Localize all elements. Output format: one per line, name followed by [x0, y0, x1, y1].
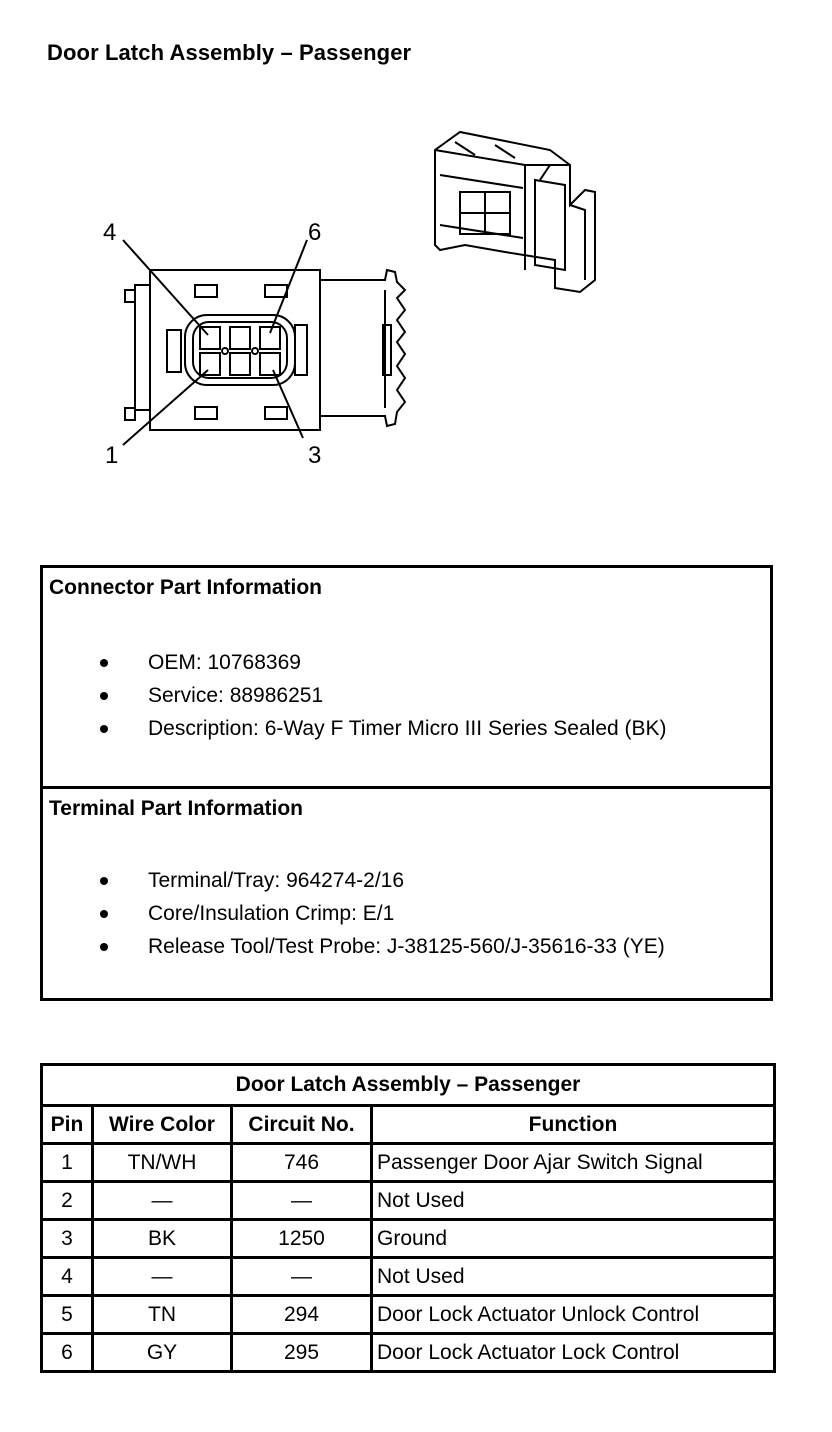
- bullet-icon: [100, 692, 108, 700]
- wire-color-cell: —: [93, 1258, 232, 1296]
- function-cell: Door Lock Actuator Unlock Control: [372, 1296, 775, 1334]
- circuit-cell: 1250: [232, 1220, 372, 1258]
- list-item-text: Service: 88986251: [148, 684, 324, 707]
- connector-3d-view: [435, 132, 595, 292]
- pin-table-caption: Door Latch Assembly – Passenger: [42, 1065, 775, 1106]
- list-item-text: Release Tool/Test Probe: J-38125-560/J-35616-33 (YE): [148, 935, 665, 958]
- wire-color-cell: BK: [93, 1220, 232, 1258]
- table-row: [42, 1334, 775, 1372]
- pin-cell: 1: [42, 1144, 93, 1182]
- function-cell: Door Lock Actuator Lock Control: [372, 1334, 775, 1372]
- function-cell: Ground: [372, 1220, 775, 1258]
- terminal-info-list: [43, 864, 665, 963]
- pin-cell: 3: [42, 1220, 93, 1258]
- list-item: [43, 679, 667, 712]
- callout-6: 6: [308, 219, 322, 246]
- pin-cell: 2: [42, 1182, 93, 1220]
- table-row: [42, 1144, 775, 1182]
- callout-1: 1: [105, 442, 119, 469]
- circuit-cell: —: [232, 1258, 372, 1296]
- connector-info-list: [43, 646, 667, 745]
- bullet-icon: [100, 910, 108, 918]
- pin-table-header: [42, 1106, 775, 1144]
- bullet-icon: [100, 943, 108, 951]
- header-circuit-no: Circuit No.: [232, 1106, 372, 1144]
- wire-color-cell: —: [93, 1182, 232, 1220]
- circuit-cell: 294: [232, 1296, 372, 1334]
- function-cell: Not Used: [372, 1182, 775, 1220]
- list-item-text: Description: 6-Way F Timer Micro III Series Sealed (BK): [148, 717, 667, 740]
- connector-info-heading: Connector Part Information: [49, 576, 323, 599]
- bullet-icon: [100, 659, 108, 667]
- list-item: [43, 930, 665, 963]
- list-item-text: Core/Insulation Crimp: E/1: [148, 902, 395, 925]
- function-cell: Not Used: [372, 1258, 775, 1296]
- list-item: [43, 864, 665, 897]
- list-item: [43, 646, 667, 679]
- circuit-cell: 295: [232, 1334, 372, 1372]
- circuit-cell: 746: [232, 1144, 372, 1182]
- part-info-box: [40, 565, 773, 1001]
- wire-color-cell: TN/WH: [93, 1144, 232, 1182]
- terminal-info-heading: Terminal Part Information: [49, 797, 303, 820]
- header-function: Function: [372, 1106, 775, 1144]
- table-row: [42, 1182, 775, 1220]
- pin-cell: 6: [42, 1334, 93, 1372]
- list-item: [43, 897, 665, 930]
- connector-drawing: [95, 120, 615, 480]
- header-wire-color: Wire Color: [93, 1106, 232, 1144]
- bullet-icon: [100, 725, 108, 733]
- pin-cell: 4: [42, 1258, 93, 1296]
- table-row: [42, 1220, 775, 1258]
- pin-cell: 5: [42, 1296, 93, 1334]
- table-row: [42, 1258, 775, 1296]
- connector-info-section: [43, 568, 770, 786]
- wire-color-cell: GY: [93, 1334, 232, 1372]
- table-row: [42, 1296, 775, 1334]
- list-item-text: OEM: 10768369: [148, 651, 301, 674]
- function-cell: Passenger Door Ajar Switch Signal: [372, 1144, 775, 1182]
- callout-3: 3: [308, 442, 322, 469]
- header-pin: Pin: [42, 1106, 93, 1144]
- callout-4: 4: [103, 219, 117, 246]
- circuit-cell: —: [232, 1182, 372, 1220]
- list-item-text: Terminal/Tray: 964274-2/16: [148, 869, 405, 892]
- list-item: [43, 712, 667, 745]
- bullet-icon: [100, 877, 108, 885]
- pin-table: [40, 1063, 776, 1373]
- terminal-info-section: [43, 786, 770, 998]
- page-title: Door Latch Assembly – Passenger: [47, 40, 412, 65]
- wire-color-cell: TN: [93, 1296, 232, 1334]
